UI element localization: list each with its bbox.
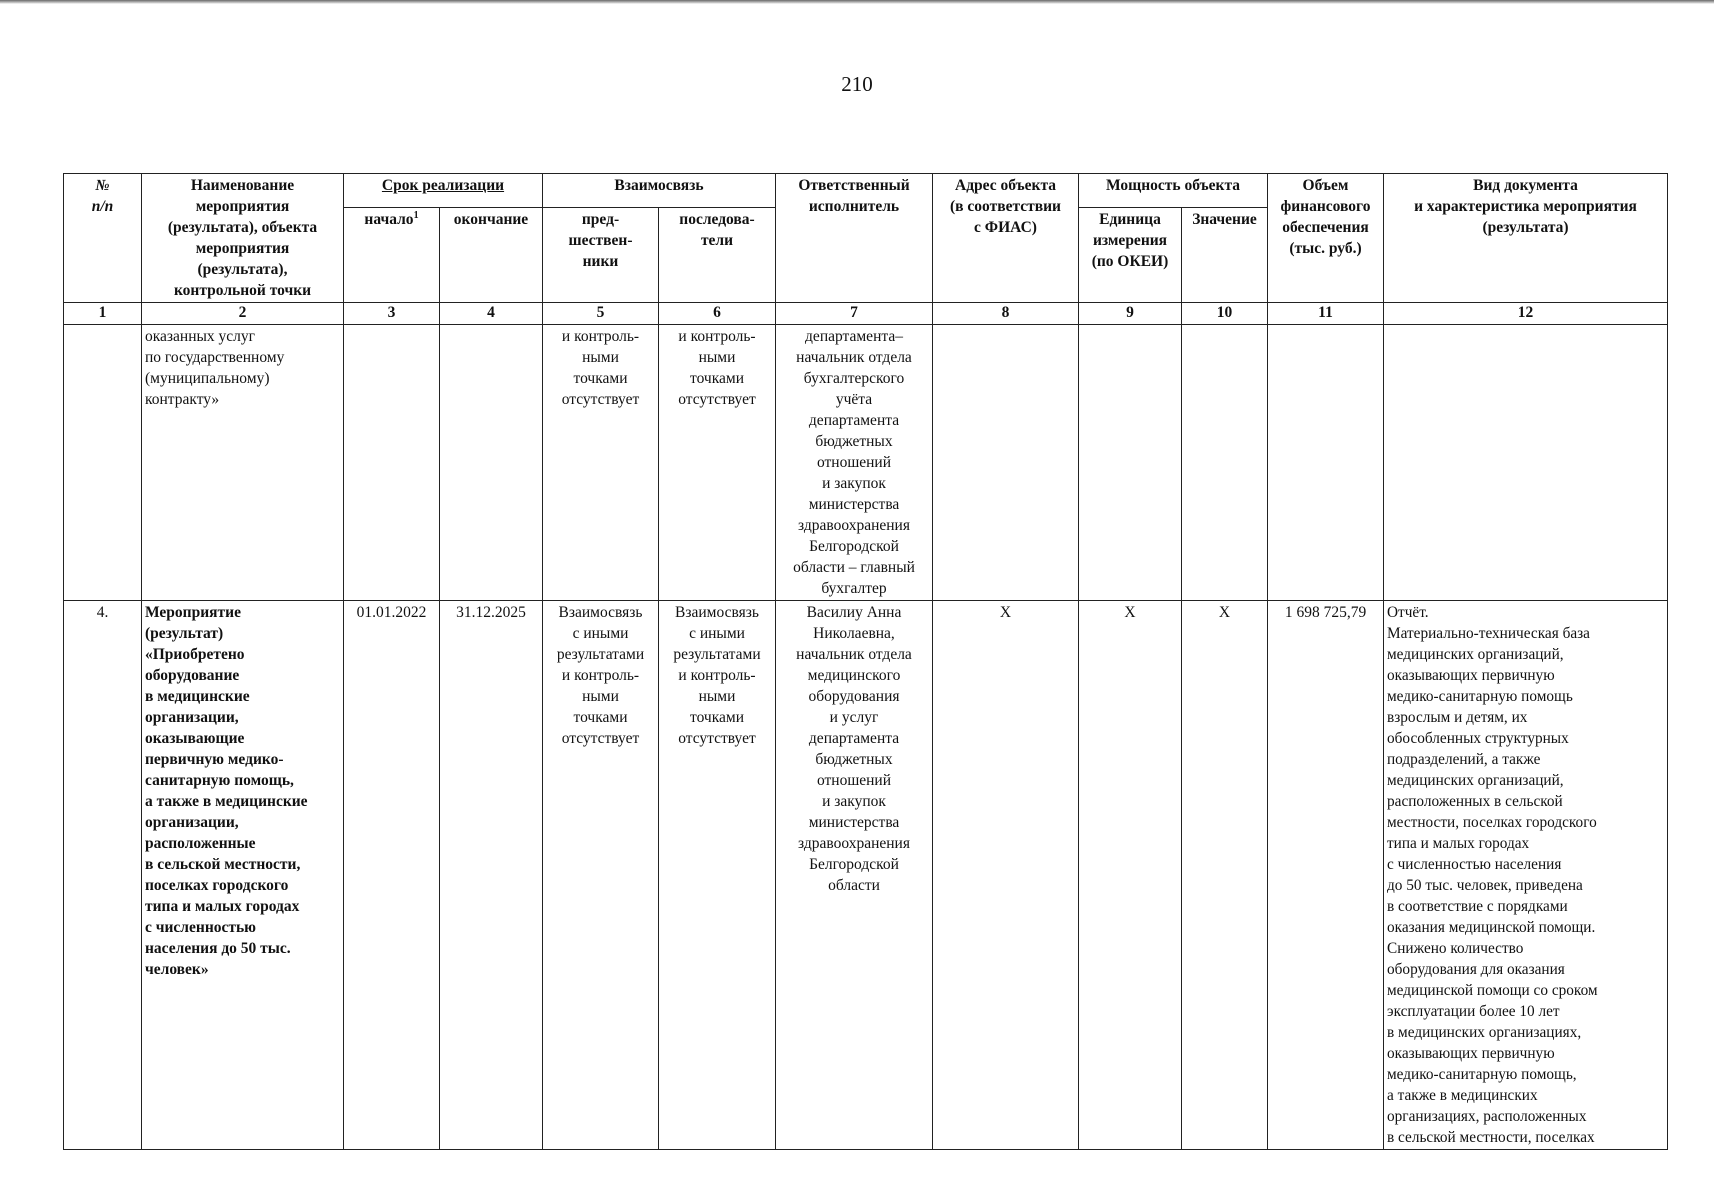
column-number: 12 [1384,303,1668,325]
header-relation-next: последова- тели [659,208,776,303]
header-address: Адрес объекта (в соответствии с ФИАС) [933,174,1079,303]
cell-finance [1268,325,1384,601]
cell-doc: Отчёт. Материально-техническая база медицинских организаций, оказывающих первичную медико-санитарную помощь взрослым и детям, их обособленных структурных подразделений, а также медицинских организаций, расположенных в сельской местности, поселках городского типа и малых городах с численностью населения до 50 тыс. человек, приведена в соответствие с порядками оказания медицинской помощи. Снижено количество оборудования для оказания медицинской помощи со сроком эксплуатации более 10 лет в медицинских организациях, оказывающих первичную медико-санитарную помощь, а также в медицинских организациях, расположенных в сельской местности, поселках [1384,601,1668,1150]
column-number: 11 [1268,303,1384,325]
table-row-4 [64,601,1668,1150]
cell-start [344,325,440,601]
cell-unit [1079,325,1182,601]
cell-address: Х [933,601,1079,1150]
header-capacity-unit: Единица измерения (по ОКЕИ) [1079,208,1182,303]
cell-num [64,325,142,601]
cell-next: Взаимосвязь с иными результатами и контроль- ными точками отсутствует [659,601,776,1150]
table-row-continuation [64,325,1668,601]
cell-next: и контроль- ными точками отсутствует [659,325,776,601]
cell-responsible: Василиу Анна Николаевна, начальник отдела медицинского оборудования и услуг департамента бюджетных отношений и закупок министерства здравоохранения Белгородской области [776,601,933,1150]
column-number: 9 [1079,303,1182,325]
cell-name: оказанных услуг по государственному (муниципальному) контракту» [142,325,344,601]
cell-responsible: департамента– начальник отдела бухгалтерского учёта департамента бюджетных отношений и закупок министерства здравоохранения Белгородской области – главный бухгалтер [776,325,933,601]
cell-end [440,325,543,601]
column-number: 7 [776,303,933,325]
table-header [64,174,1668,303]
cell-address [933,325,1079,601]
column-number: 1 [64,303,142,325]
header-term-end: окончание [440,208,543,303]
cell-value [1182,325,1268,601]
page-number: 210 [841,72,873,96]
column-number: 8 [933,303,1079,325]
header-capacity: Мощность объекта [1079,174,1268,208]
cell-value: Х [1182,601,1268,1150]
cell-prev: и контроль- ными точками отсутствует [543,325,659,601]
column-number: 3 [344,303,440,325]
header-name: Наименование мероприятия (результата), объекта мероприятия (результата), контрольной точки [142,174,344,303]
header-relation-prev: пред- шествен- ники [543,208,659,303]
footnote-marker: 1 [413,210,419,222]
header-num: № п/п [64,174,142,303]
cell-doc [1384,325,1668,601]
activities-table [63,173,1668,1150]
cell-finance: 1 698 725,79 [1268,601,1384,1150]
cell-num: 4. [64,601,142,1150]
cell-unit: Х [1079,601,1182,1150]
header-capacity-value: Значение [1182,208,1268,303]
cell-name: Мероприятие (результат) «Приобретено оборудование в медицинские организации, оказывающие первичную медико- санитарную помощь, а также в медицинские организации, расположенные в сельской местности, поселках городского типа и малых городах с численностью населения до 50 тыс. человек» [142,601,344,1150]
column-number-row [64,303,1668,325]
column-number: 5 [543,303,659,325]
header-finance: Объем финансового обеспечения (тыс. руб.) [1268,174,1384,303]
header-doc: Вид документа и характеристика мероприятия (результата) [1384,174,1668,303]
header-term-start-label: начало [364,211,414,229]
cell-end: 31.12.2025 [440,601,543,1150]
header-term: Срок реализации [344,174,543,208]
column-number: 6 [659,303,776,325]
scan-edge-decoration [0,0,1714,4]
column-number: 4 [440,303,543,325]
header-term-start [344,208,440,303]
column-number: 2 [142,303,344,325]
header-responsible: Ответственный исполнитель [776,174,933,303]
header-relation: Взаимосвязь [543,174,776,208]
cell-prev: Взаимосвязь с иными результатами и контроль- ными точками отсутствует [543,601,659,1150]
column-number: 10 [1182,303,1268,325]
cell-start: 01.01.2022 [344,601,440,1150]
